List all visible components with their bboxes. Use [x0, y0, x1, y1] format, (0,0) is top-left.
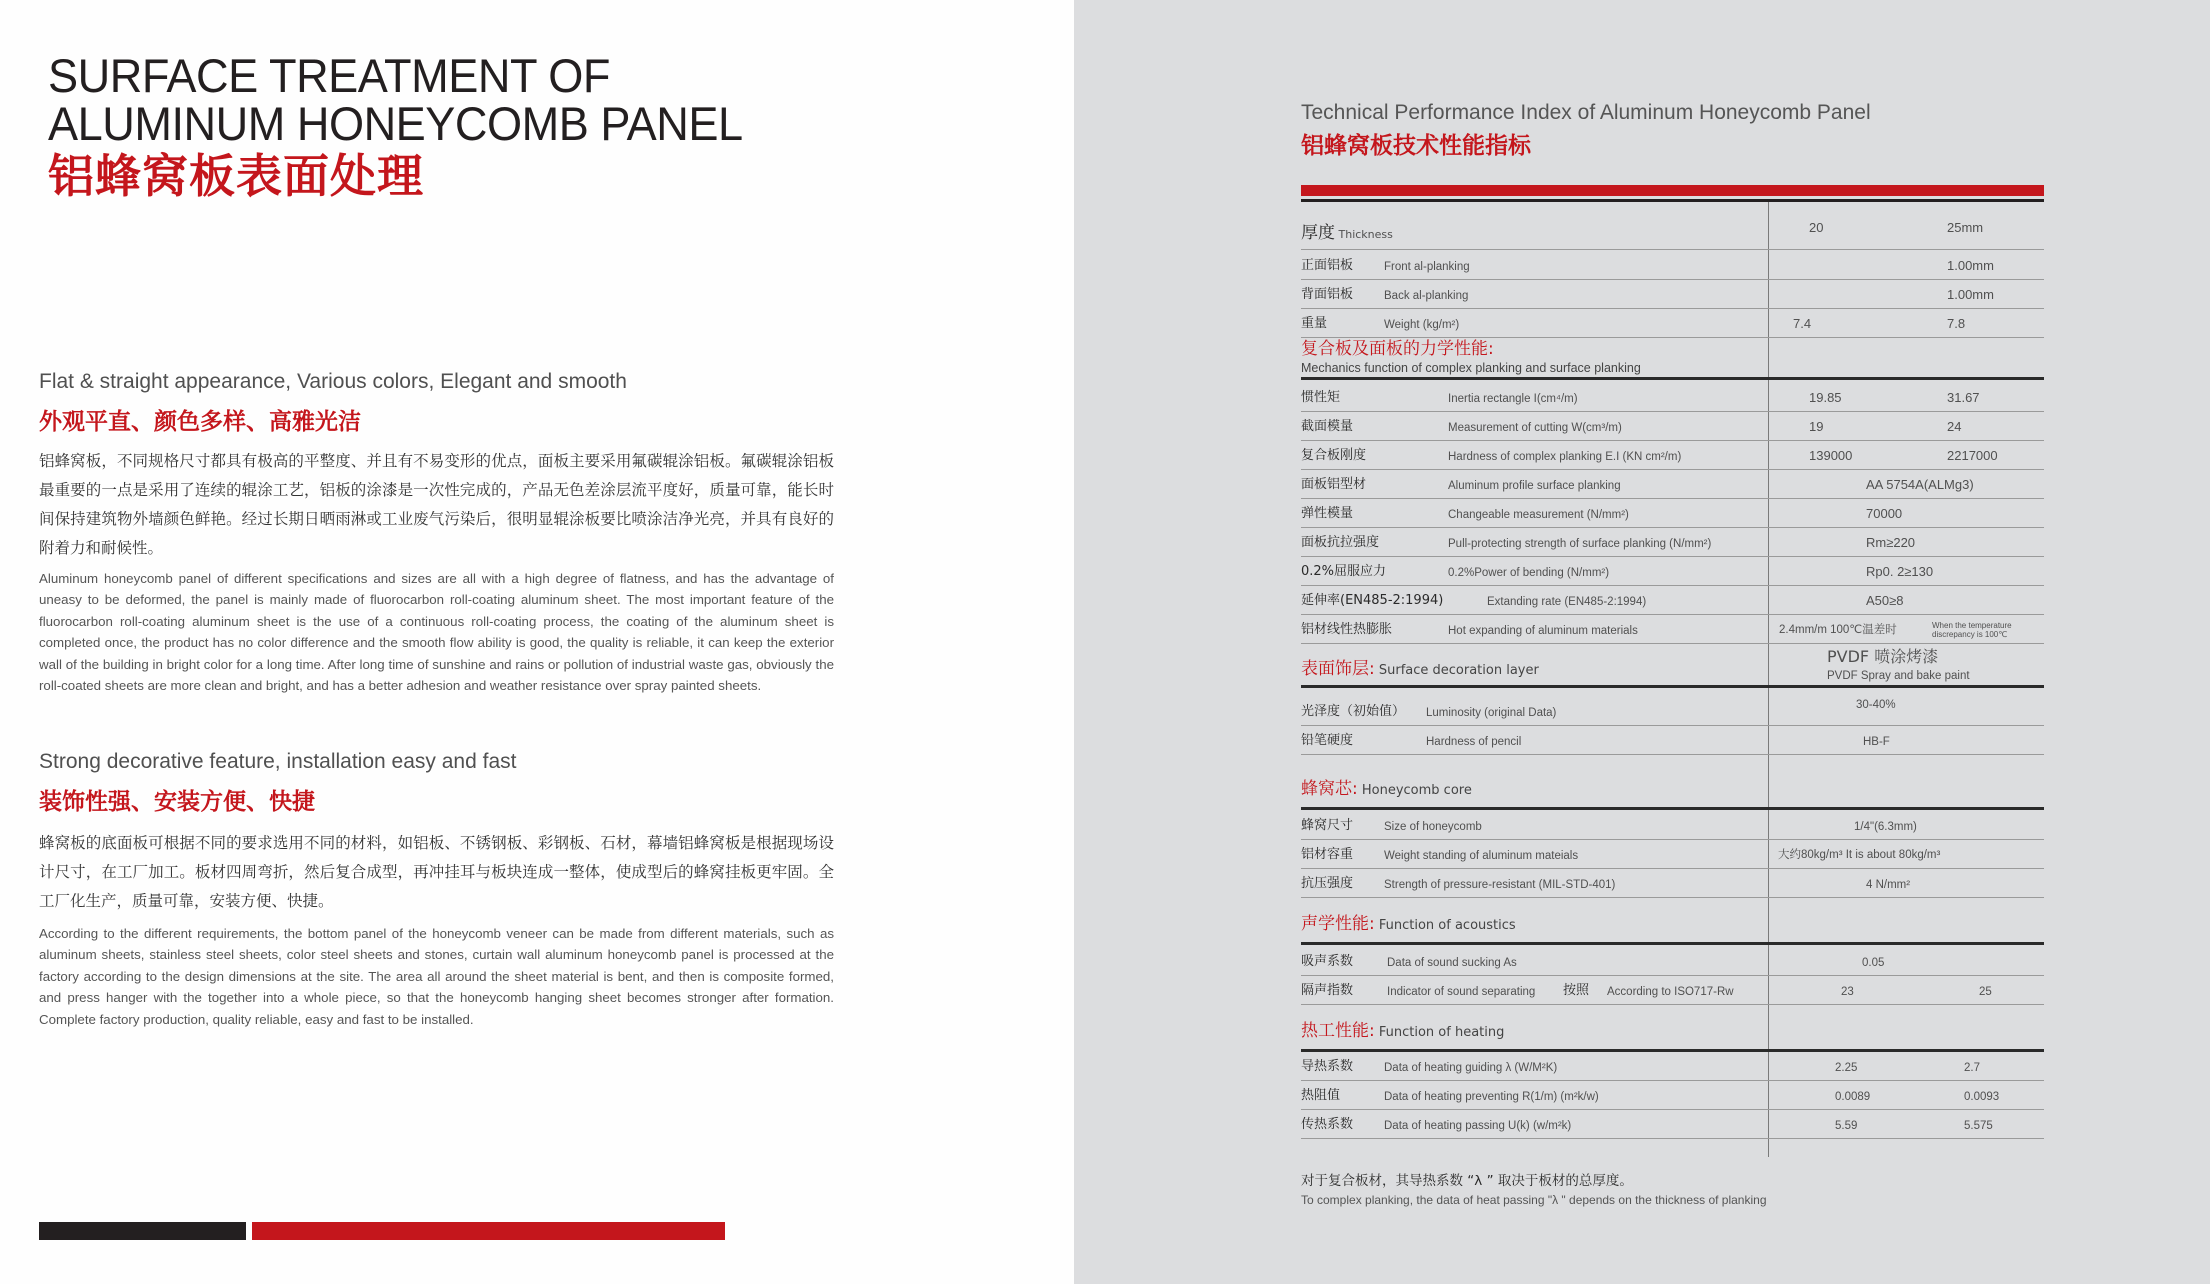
row-label-zh: 面板铝型材 — [1301, 477, 1367, 492]
row-label-en: Changeable measurement (N/mm²) — [1448, 509, 1629, 521]
note-line-2: discrepancy is 100℃ — [1932, 630, 2008, 639]
section-title-zh: 表面饰层: Surface decoration layer — [1301, 659, 1539, 679]
page-title-en — [48, 49, 743, 150]
table-row — [1301, 441, 2044, 470]
row-label-en: Data of heating guiding λ (W/M²K) — [1384, 1062, 1558, 1074]
row-label-zh: 正面铝板 — [1301, 258, 1354, 273]
section1-paragraph-en: Aluminum honeycomb panel of different specifications and sizes are all with a high degree of flatness, and has the advantage of uneasy to be deformed, the panel is mainly made of fluorocarbon roll-coating aluminum sheet. The most important feature of the fluorocarbon roll-coating aluminum sheet is the use of a continuous roll-coating process, the coating of the aluminum sheet is completed once, the product has no color difference and the smooth flow ability is good, the quality is reliable, it can keep the exterior wall of the building in bright color for a long time. After long time of sunshine and rains or pollution of industrial waste gas, obviously the roll-coated sheets are more clean and bright, and has a better adhesion and weather resistance over spray painted sheets. — [39, 571, 834, 694]
row-label-en-2: According to ISO717-Rw — [1607, 986, 1734, 998]
row-label-zh: 延伸率(EN485-2:1994) — [1301, 593, 1444, 608]
row-label-en: Weight (kg/m²) — [1384, 319, 1460, 331]
row-label-zh: 弹性模量 — [1301, 506, 1354, 521]
row-value-merged: 大约80kg/m³ It is about 80kg/m³ — [1778, 849, 1941, 861]
row-value-2: 1.00mm — [1947, 287, 1994, 302]
row-label-en: Data of heating preventing R(1/m) (m²k/w) — [1384, 1091, 1599, 1103]
table-row — [1301, 383, 2044, 412]
row-value-1: 7.4 — [1793, 316, 1812, 331]
table-row — [1301, 1081, 2044, 1110]
row-label-zh: 重量 — [1301, 316, 1328, 331]
row-label-en: Extanding rate (EN485-2:1994) — [1487, 596, 1647, 608]
row-value-2: 31.67 — [1947, 390, 1980, 405]
table-row — [1301, 869, 2044, 898]
row-value-2: 25 — [1979, 986, 1992, 998]
row-value-1: 23 — [1841, 986, 1854, 998]
row-label-en: Inertia rectangle I(cm⁴/m) — [1448, 393, 1578, 405]
row-label-en: Data of heating passing U(k) (w/m²k) — [1384, 1120, 1572, 1132]
row-label-en: Hot expanding of aluminum materials — [1448, 625, 1638, 637]
section-title-zh: 热工性能: Function of heating — [1301, 1021, 1505, 1041]
row-value-1: 5.59 — [1835, 1120, 1858, 1132]
row-label-en: Size of honeycomb — [1384, 821, 1482, 833]
table-row — [1301, 499, 2044, 528]
section1-paragraph-zh: 铝蜂窝板，不同规格尺寸都具有极高的平整度、并且有不易变形的优点，面板主要采用氟碳辊涂铝板。氟碳辊涂铝板最重要的一点是采用了连续的辊涂工艺，铝板的涂漆是一次性完成的，产品无色差涂层流平度好，质量可靠，能长时间保持建筑物外墙颜色鲜艳。经过长期日晒雨淋或工业废气污染后，很明显辊涂板要比喷涂洁净光亮，并具有良好的附着力和耐候性。 — [39, 452, 834, 557]
row-label-zh: 热阻值 — [1301, 1088, 1341, 1103]
title-line-2: ALUMINUM HONEYCOMB PANEL — [48, 97, 743, 150]
table-row — [1301, 691, 2044, 726]
row-label-zh: 铅笔硬度 — [1301, 733, 1354, 748]
row-label-en: Luminosity (original Data) — [1426, 707, 1557, 719]
row-label-en: Data of sound sucking As — [1387, 957, 1517, 969]
row-label-zh: 铝材容重 — [1301, 847, 1354, 862]
row-value-2: 2217000 — [1947, 448, 1998, 463]
table-row — [1301, 1110, 2044, 1139]
row-label-zh: 截面模量 — [1301, 419, 1354, 434]
row-label-zh: 复合板刚度 — [1301, 448, 1367, 463]
row-label-zh: 背面铝板 — [1301, 287, 1354, 302]
surface-header — [1301, 644, 2044, 688]
row-value-merged: 0.05 — [1862, 957, 1885, 969]
row-note — [1932, 621, 2012, 639]
section-title-zh: 蜂窝芯: Honeycomb core — [1301, 779, 1472, 799]
row-value-2: 5.575 — [1964, 1120, 1993, 1132]
row-label-en: Aluminum profile surface planking — [1448, 480, 1621, 492]
table-row — [1301, 812, 2044, 840]
row-value-merged: AA 5754A(ALMg3) — [1866, 477, 1974, 492]
core-header — [1301, 755, 2044, 810]
row-label-en: Thickness — [1335, 228, 1393, 241]
section-title-en: Honeycomb core — [1357, 783, 1472, 798]
table-row — [1301, 586, 2044, 615]
row-value-merged: 30-40% — [1856, 699, 1896, 711]
row-label-en: Back al-planking — [1384, 290, 1469, 302]
table-row — [1301, 840, 2044, 869]
section2-paragraph-zh: 蜂窝板的底面板可根据不同的要求选用不同的材料，如铝板、不锈钢板、彩钢板、石材，幕墙铝蜂窝板是根据现场设计尺寸，在工厂加工。板材四周弯折，然后复合成型，再冲挂耳与板块连成一整体，使成型后的蜂窝挂板更牢固。全工厂化生产，质量可靠，安装方便、快捷。 — [39, 834, 834, 910]
table-row — [1301, 726, 2044, 755]
heating-header — [1301, 1005, 2044, 1052]
acoustics-header — [1301, 898, 2044, 945]
surface-value-en: PVDF Spray and bake paint — [1827, 670, 1970, 682]
mechanics-header — [1301, 338, 2044, 380]
spec-red-bar — [1301, 185, 2044, 196]
row-label-zh: 抗压强度 — [1301, 876, 1354, 891]
note-line-1: When the temperature — [1932, 621, 2012, 630]
row-label-en: Hardness of pencil — [1426, 736, 1522, 748]
table-row — [1301, 946, 2044, 976]
row-value-2: 2.7 — [1964, 1062, 1980, 1074]
row-value-2: 1.00mm — [1947, 258, 1994, 273]
row-value-1: 0.0089 — [1835, 1091, 1871, 1103]
table-row — [1301, 528, 2044, 557]
row-label-en: Weight standing of aluminum mateials — [1384, 850, 1579, 862]
title-line-1: SURFACE TREATMENT OF — [48, 49, 610, 102]
section2-title-en: Strong decorative feature, installation easy and fast — [39, 750, 517, 773]
row-label-zh: 导热系数 — [1301, 1059, 1354, 1074]
row-value-merged: HB-F — [1863, 736, 1890, 748]
row-label-zh: 蜂窝尺寸 — [1301, 818, 1354, 833]
thickness-row — [1301, 202, 2044, 250]
table-row — [1301, 412, 2044, 441]
row-value-merged: 70000 — [1866, 506, 1903, 521]
table-row — [1301, 1052, 2044, 1081]
thermal-expansion-row — [1301, 615, 2044, 644]
row-value-1: 2.25 — [1835, 1062, 1858, 1074]
section1-title-zh: 外观平直、颜色多样、高雅光洁 — [39, 409, 361, 435]
table-row — [1301, 280, 2044, 309]
row-value-1: 139000 — [1809, 448, 1853, 463]
spec-title-zh: 铝蜂窝板技术性能指标 — [1301, 133, 1531, 159]
section-title-zh: 声学性能: Function of acoustics — [1301, 914, 1516, 934]
section-title-en: Surface decoration layer — [1374, 663, 1539, 678]
section2-title-zh: 装饰性强、安装方便、快捷 — [39, 789, 315, 815]
row-value-2: 7.8 — [1947, 316, 1966, 331]
surface-value-zh: PVDF 喷涂烤漆 — [1827, 647, 1939, 666]
row-value-merged: Rm≥220 — [1866, 535, 1916, 550]
table-row — [1301, 251, 2044, 280]
row-label-zh: 面板抗拉强度 — [1301, 535, 1380, 550]
table-row — [1301, 470, 2044, 499]
row-label-zh-inline: 按照 — [1563, 983, 1590, 998]
row-value-1: 19.85 — [1809, 390, 1842, 405]
footnote-en: To complex planking, the data of heat passing "λ " depends on the thickness of planking — [1301, 1193, 1767, 1207]
section-title-en: Function of acoustics — [1374, 918, 1516, 933]
section-title-en: Function of heating — [1374, 1025, 1505, 1040]
spec-title-en: Technical Performance Index of Aluminum Honeycomb Panel — [1301, 101, 1871, 124]
row-value-merged: Rp0. 2≥130 — [1866, 564, 1934, 579]
row-value-2: 24 — [1947, 419, 1962, 434]
row-value-merged: 4 N/mm² — [1866, 879, 1911, 891]
row-label-en: 0.2%Power of bending (N/mm²) — [1448, 567, 1610, 579]
row-label-en: Hardness of complex planking E.I (KN cm²/m) — [1448, 451, 1682, 463]
left-page — [0, 0, 1074, 1284]
section-title-en: Mechanics function of complex planking and surface planking — [1301, 361, 1641, 375]
row-label-en: Measurement of cutting W(cm³/m) — [1448, 422, 1622, 434]
row-label-en: Indicator of sound separating — [1387, 986, 1536, 998]
value-20mm: 20 — [1809, 220, 1824, 235]
section2-paragraph-en: According to the different requirements, the bottom panel of the honeycomb veneer can be made from different materials, such as aluminum sheets, stainless steel sheets, color steel sheets and stones, curtain wall aluminum honeycomb panel is processed at the factory according to the design dimensions at the site. The area all around the sheet material is bent, and then is composite formed, and press hanger with the together into a whole piece, so that the honeycomb hanging sheet becomes stronger after formation. Complete factory production, quality reliable, easy and fast to be installed. — [39, 926, 834, 1027]
row-label-zh: 光泽度（初始值） — [1301, 704, 1406, 719]
row-value-merged: A50≥8 — [1866, 593, 1904, 608]
row-label-zh: 0.2%屈服应力 — [1301, 564, 1387, 579]
decorative-bar-red — [252, 1222, 725, 1240]
row-label-zh: 隔声指数 — [1301, 983, 1354, 998]
row-value-2: 0.0093 — [1964, 1091, 2000, 1103]
footnote-zh: 对于复合板材，其导热系数 “λ ” 取决于板材的总厚度。 — [1301, 1173, 1633, 1189]
section-title-zh: 复合板及面板的力学性能: — [1301, 339, 1494, 359]
row-label-zh: 传热系数 — [1301, 1117, 1354, 1132]
table-row — [1301, 557, 2044, 586]
row-label-en: Pull-protecting strength of surface planking (N/mm²) — [1448, 538, 1712, 550]
row-label-zh: 吸声系数 — [1301, 954, 1354, 969]
row-label-en: Strength of pressure-resistant (MIL-STD-401) — [1384, 879, 1616, 891]
row-label-zh: 铝材线性热膨胀 — [1301, 622, 1393, 637]
row-label-zh: 惯性矩 — [1301, 390, 1341, 405]
row-label-zh: 厚度 Thickness — [1301, 223, 1393, 243]
row-label-en: Front al-planking — [1384, 261, 1470, 273]
row-value-merged: 2.4mm/m 100℃温差时 — [1779, 624, 1897, 636]
decorative-bar-black — [39, 1222, 246, 1240]
table-row — [1301, 976, 2044, 1005]
row-value-1: 19 — [1809, 419, 1824, 434]
row-value-merged: 1/4"(6.3mm) — [1854, 821, 1917, 833]
page-title-zh: 铝蜂窝板表面处理 — [48, 149, 424, 203]
section1-title-en: Flat & straight appearance, Various colors, Elegant and smooth — [39, 370, 627, 393]
value-25mm: 25mm — [1947, 220, 1984, 235]
